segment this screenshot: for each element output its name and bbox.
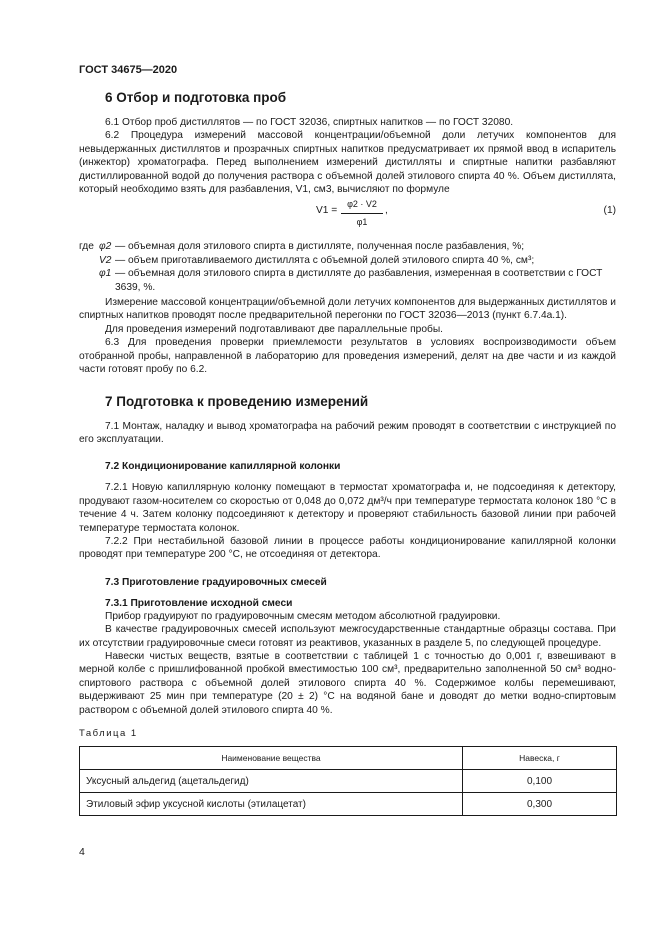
paragraph-7-3-1-b: В качестве градуировочных смесей используют межгосударственные стандартные образцы состава. При их отсутствии градуировочные смеси готовят из реактивов, указанных в разделе 5, по следующей процедуре. xyxy=(79,624,616,649)
section-6-title: 6 Отбор и подготовка проб xyxy=(105,90,287,105)
formula-number: (1) xyxy=(603,205,616,217)
definition-text: — объем приготавливаемого дистиллята с объемной долей этилового спирта 40 %, см³; xyxy=(115,254,535,266)
definition-symbol: φ2 xyxy=(99,241,112,253)
table-header-cell: Навеска, г xyxy=(463,747,617,770)
subsection-7-3-title: 7.3 Приготовление градуировочных смесей xyxy=(105,576,327,588)
formula-denominator: φ1 xyxy=(356,216,368,227)
definition-row xyxy=(79,267,616,294)
paragraph-7-3-1-a: Прибор градуируют по градуировочным смесям методом абсолютной градуировки. xyxy=(105,610,501,622)
table-row xyxy=(80,793,617,816)
table-1 xyxy=(79,746,617,816)
paragraph-6-3: 6.3 Для проведения проверки приемлемости результатов в условиях воспроизводимости объем отобранной пробы, направленной в лабораторию для проведения измерений, делят на две части и из каждой части готовят пробу по 6.2. xyxy=(79,337,616,376)
paragraph-7-2-1: 7.2.1 Новую капиллярную колонку помещают в термостат хроматографа и, не подсоединяя к детектору, продувают газом-носителем со скоростью от 0,048 до 0,072 дм³/ч при температуре термостата колонок 180 °С в течение 4 ч. Затем колонку подсоединяют к детектору и проверяют стабильность базовой линии при рабочей температуре термостата колонок. xyxy=(79,482,616,534)
content xyxy=(79,90,616,816)
table-cell: 0,300 xyxy=(463,793,617,816)
table-cell: 0,100 xyxy=(463,770,617,793)
table-cell: Этиловый эфир уксусной кислоты (этилацетат) xyxy=(80,793,463,816)
table-caption: Таблица 1 xyxy=(79,728,138,739)
formula-definitions xyxy=(79,240,616,294)
subsection-7-3-1-title: 7.3.1 Приготовление исходной смеси xyxy=(105,597,293,609)
formula-comma: , xyxy=(385,205,388,217)
subsection-7-2-title: 7.2 Кондиционирование капиллярной колонки xyxy=(105,461,341,473)
paragraph-7-1: 7.1 Монтаж, наладку и вывод хроматографа на рабочий режим проводят в соответствии с инструкцией по его эксплуатации. xyxy=(79,420,616,445)
definition-symbol: φ1 xyxy=(99,268,112,280)
table-header-cell: Наименование вещества xyxy=(80,747,463,770)
definition-text: — объемная доля этилового спирта в дистилляте до разбавления, измеренная в соответствии с ГОСТ 3639, %. xyxy=(115,268,603,293)
where-label: где xyxy=(79,241,94,253)
formula-numerator: φ2 · V2 xyxy=(341,198,383,213)
section-7-title: 7 Подготовка к проведению измерений xyxy=(105,393,369,409)
definition-text: — объемная доля этилового спирта в дистилляте, полученная после разбавления, %; xyxy=(115,241,525,253)
paragraph-7-2-2: 7.2.2 При нестабильной базовой линии в процессе работы кондиционирование капиллярной колонки проводят при температуре 200 °С, не отсоединяя от детектора. xyxy=(79,535,616,561)
formula-1 xyxy=(79,198,616,236)
definition-row xyxy=(79,240,616,253)
paragraph-6-2-parallel: Для проведения измерений подготавливают две параллельные пробы. xyxy=(105,323,443,335)
table-header-row xyxy=(80,747,617,770)
standard-header: ГОСТ 34675—2020 xyxy=(79,64,178,76)
formula-fraction xyxy=(341,198,383,229)
page-number: 4 xyxy=(79,846,85,858)
definition-symbol: V2 xyxy=(99,254,112,266)
paragraph-6-1: 6.1 Отбор проб дистиллятов — по ГОСТ 32036, спиртных напитков — по ГОСТ 32080. xyxy=(105,117,514,128)
table-cell: Уксусный альдегид (ацетальдегид) xyxy=(80,770,463,793)
formula-lhs: V1 = xyxy=(316,205,338,217)
table-row xyxy=(80,770,617,793)
paragraph-6-2-aged: Измерение массовой концентрации/объемной доли летучих компонентов для выдержанных дистиллятов и спиртных напитков проводят после предварительной перегонки по ГОСТ 32036—2013 (пункт 6.7.4а.1). xyxy=(79,297,616,322)
paragraph-6-2: 6.2 Процедура измерений массовой концентрации/объемной доли летучих компонентов для невыдержанных дистиллятов и прозрачных спиртных напитков предусматривает их прямой ввод в испаритель (инжектор) хроматографа. Перед выполнением измерений дистилляты и спиртные напитки разбавляют дистиллированной водой до получения раствора с объемной долей этилового спирта 40 %. Объем дистиллята, который необходимо взять для разбавления, V1, см3, вычисляют по формуле xyxy=(79,130,616,196)
definition-row xyxy=(79,254,616,267)
paragraph-7-3-1-c: Навески чистых веществ, взятые в соответствии с таблицей 1 с точностью до 0,001 г, взвешивают в мерной колбе с пришлифованной пробкой вместимостью 100 см³, предварительно заполненной 50 см³ водно-спиртового раствора с объемной долей этилового спирта 40 %. Содержимое колбы перемешивают, выдерживают 25 мин при температуре (20 ± 2) °С на водяной бане и доводят до метки водно-спиртовым раствором с объемной долей этилового спирта 40 %. xyxy=(79,650,616,716)
